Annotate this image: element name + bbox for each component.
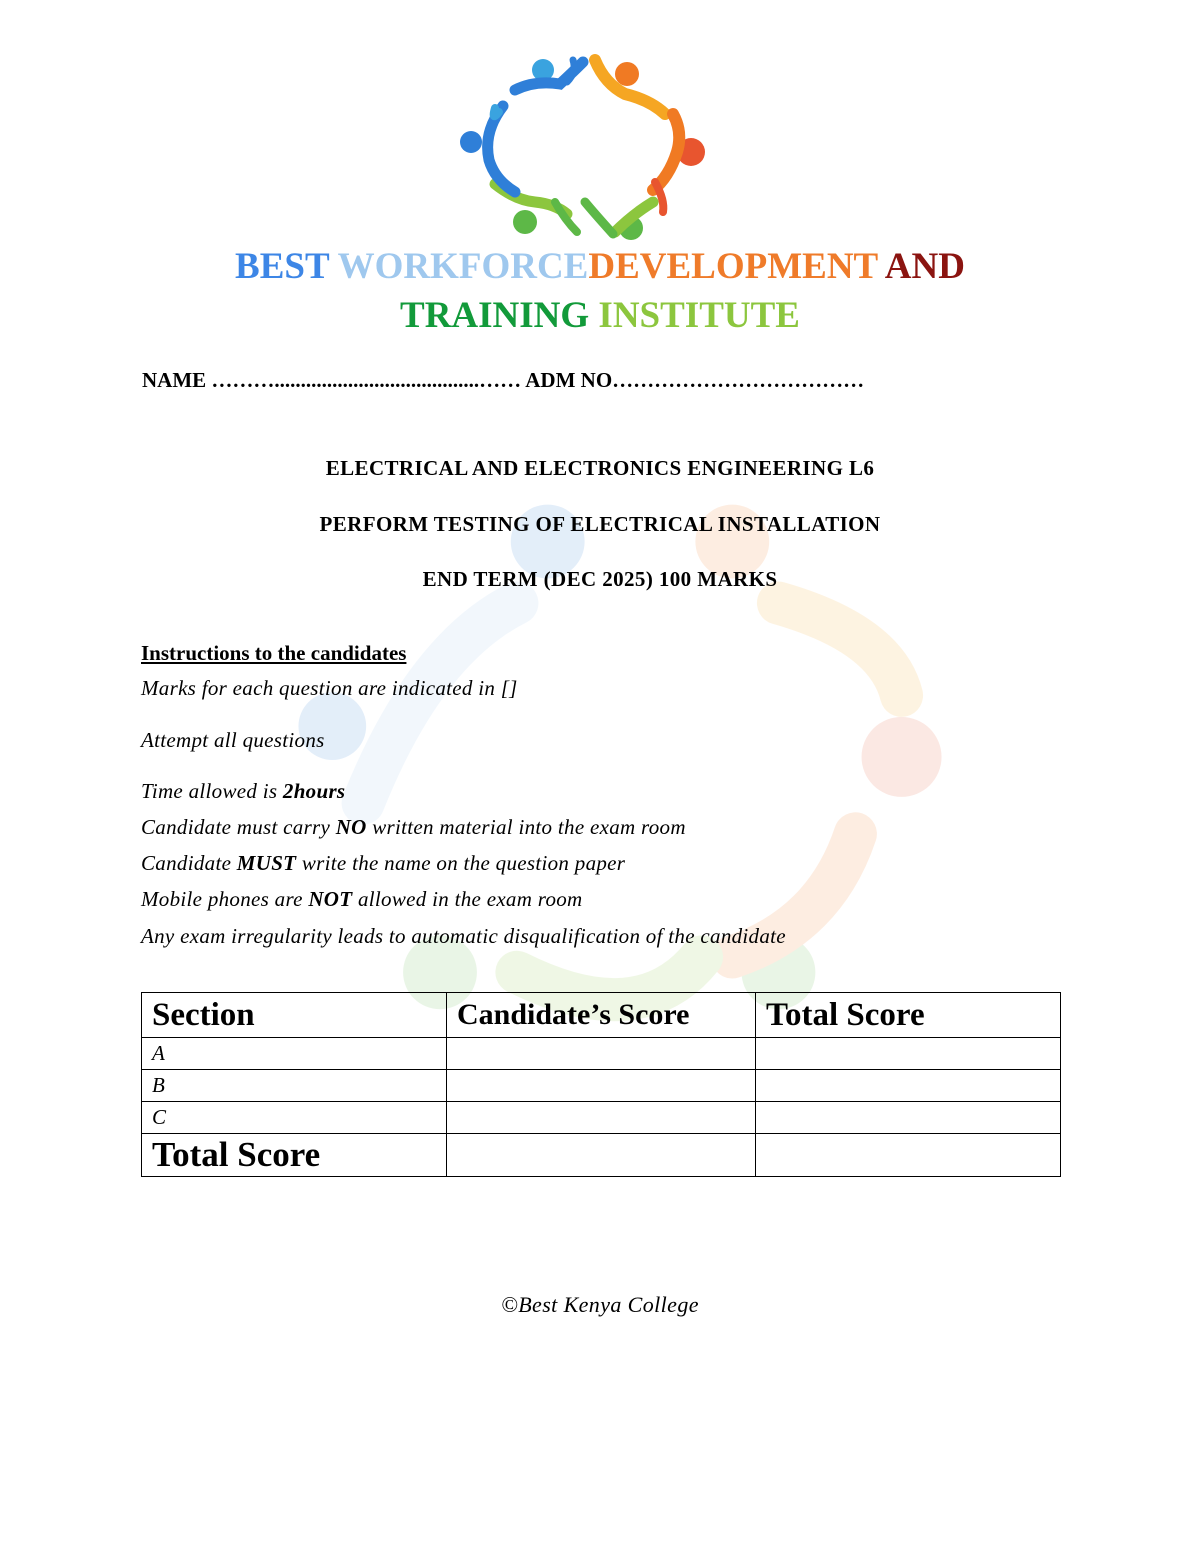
title-word-development: DEVELOPMENT (588, 246, 878, 287)
phones-text: Mobile phones are (141, 887, 309, 911)
title-word-and: AND (884, 246, 965, 287)
score-table-header (142, 993, 1061, 1038)
section-b-candidate-score[interactable] (447, 1070, 756, 1102)
section-a-candidate-score[interactable] (447, 1038, 756, 1070)
exam-heading: END TERM (DEC 2025) 100 MARKS (422, 567, 778, 591)
adm-label: ADM NO (525, 368, 613, 392)
instruction-irregularity: Any exam irregularity leads to automatic disqualification of the candidate (141, 924, 786, 948)
instruction-attempt: Attempt all questions (141, 728, 325, 752)
total-row (142, 1134, 1061, 1177)
institute-name-line2 (0, 293, 1200, 339)
table-row (142, 1038, 1061, 1070)
score-table (141, 992, 1061, 1177)
section-b-label: B (142, 1070, 447, 1102)
section-b-total-score[interactable] (756, 1070, 1061, 1102)
carry-text: Candidate must carry (141, 815, 336, 839)
header-candidate-score: Candidate’s Score (447, 993, 756, 1038)
header-total-score: Total Score (756, 993, 1061, 1038)
table-row (142, 1102, 1061, 1134)
instruction-carry (141, 815, 686, 840)
course-heading: ELECTRICAL AND ELECTRONICS ENGINEERING L6 (325, 456, 875, 480)
title-word-training: TRAINING (400, 295, 590, 336)
phones-emphasis: NOT (308, 887, 353, 911)
total-candidate-score[interactable] (447, 1134, 756, 1177)
section-c-label: C (142, 1102, 447, 1134)
time-text: Time allowed is (141, 779, 283, 803)
carry-emphasis: NO (335, 815, 367, 839)
header-section: Section (142, 993, 447, 1038)
institute-logo (455, 52, 715, 244)
name-adm-line (142, 368, 864, 393)
adm-field[interactable]: ……………………………… (612, 368, 865, 392)
section-a-total-score[interactable] (756, 1038, 1061, 1070)
write-text-end: write the name on the question paper (296, 851, 626, 875)
unit-heading: PERFORM TESTING OF ELECTRICAL INSTALLATION (319, 512, 881, 536)
instruction-marks: Marks for each question are indicated in [] (141, 676, 518, 700)
instructions-title: Instructions to the candidates (141, 641, 407, 665)
instruction-write (141, 851, 625, 876)
total-score-label: Total Score (142, 1134, 447, 1177)
carry-text-end: written material into the exam room (366, 815, 686, 839)
section-c-total-score[interactable] (756, 1102, 1061, 1134)
name-field[interactable]: ……….......................................…… (206, 368, 526, 392)
instruction-phones (141, 887, 583, 912)
name-label: NAME (142, 368, 207, 392)
title-word-best: BEST (235, 246, 329, 287)
institute-name-line1 (0, 244, 1200, 290)
write-emphasis: MUST (236, 851, 297, 875)
write-text: Candidate (141, 851, 237, 875)
section-a-label: A (142, 1038, 447, 1070)
instruction-time (141, 779, 345, 804)
section-c-candidate-score[interactable] (447, 1102, 756, 1134)
time-value: 2hours (282, 779, 346, 803)
title-word-workforce: WORKFORCE (337, 246, 589, 287)
table-row (142, 1070, 1061, 1102)
title-word-institute: INSTITUTE (598, 295, 800, 336)
total-total-score[interactable] (756, 1134, 1061, 1177)
phones-text-end: allowed in the exam room (352, 887, 583, 911)
copyright-footer: ©Best Kenya College (501, 1292, 699, 1317)
